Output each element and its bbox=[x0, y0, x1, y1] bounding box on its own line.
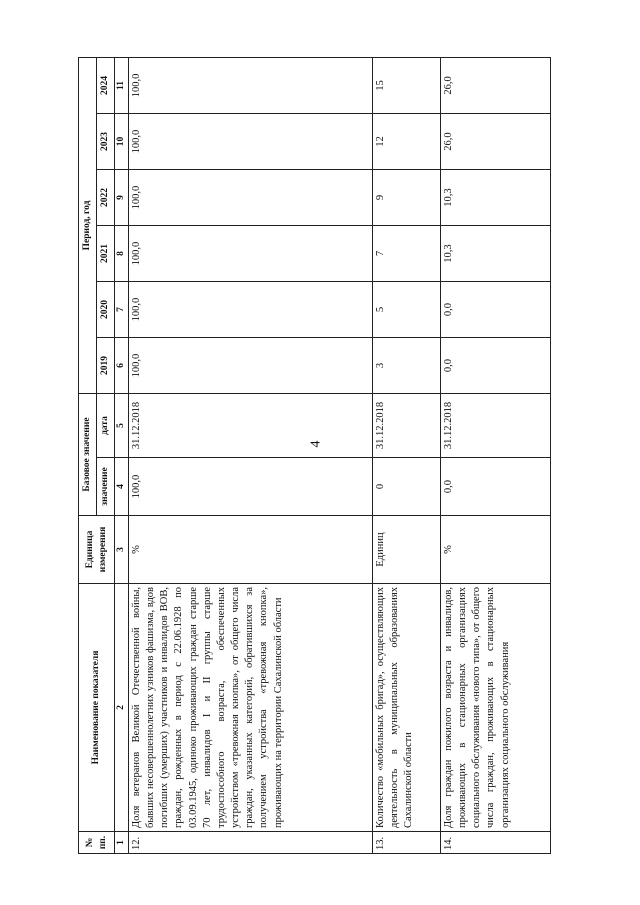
header-period: Период, год bbox=[79, 57, 97, 393]
year-value-cell: 100,0 bbox=[128, 57, 372, 113]
unit-cell: % bbox=[440, 516, 550, 584]
year-value-cell: 15 bbox=[372, 57, 440, 113]
row-number: 13. bbox=[372, 832, 440, 854]
base-value-cell: 0 bbox=[372, 458, 440, 516]
table-row bbox=[128, 57, 372, 853]
year-value-cell: 10,3 bbox=[440, 170, 550, 226]
year-value-cell: 100,0 bbox=[128, 226, 372, 282]
column-number: 9 bbox=[115, 170, 129, 226]
header-base-value: значение bbox=[97, 458, 115, 516]
header-base: Базовое значение bbox=[79, 394, 97, 516]
unit-cell: Единиц bbox=[372, 516, 440, 584]
base-date-cell: 31.12.2018 bbox=[440, 394, 550, 458]
year-value-cell: 100,0 bbox=[128, 114, 372, 170]
year-value-cell: 7 bbox=[372, 226, 440, 282]
year-value-cell: 9 bbox=[372, 170, 440, 226]
row-number: 12. bbox=[128, 832, 372, 854]
base-value-cell: 0,0 bbox=[440, 458, 550, 516]
base-value-cell: 100,0 bbox=[128, 458, 372, 516]
column-number: 4 bbox=[115, 458, 129, 516]
row-number: 14. bbox=[440, 832, 550, 854]
year-value-cell: 12 bbox=[372, 114, 440, 170]
table-row bbox=[372, 57, 440, 853]
column-number: 5 bbox=[115, 394, 129, 458]
header-indicator-name: Наименование показателя bbox=[79, 584, 115, 832]
column-number: 2 bbox=[115, 584, 129, 832]
header-year: 2023 bbox=[97, 114, 115, 170]
header-base-date: дата bbox=[97, 394, 115, 458]
column-number: 1 bbox=[115, 832, 129, 854]
column-number-row bbox=[115, 57, 129, 853]
unit-cell: % bbox=[128, 516, 372, 584]
year-value-cell: 3 bbox=[372, 338, 440, 394]
year-value-cell: 10,3 bbox=[440, 226, 550, 282]
year-value-cell: 26,0 bbox=[440, 57, 550, 113]
page-number: 4 bbox=[308, 440, 324, 448]
column-number: 6 bbox=[115, 338, 129, 394]
indicator-name: Доля ветеранов Великой Отечественной войны, бывших несовершеннолетних узников фашизма, вдов погибших (умерших) участников и инвалидов ВОВ, граждан, рожденных в период с 22.06.1928 по 03.09.1945, одиноко проживающих граждан старше 70 лет, инвалидов I и II группы старше трудоспособного возраста, обеспеченных устройством «тревожная кнопка», от общего числа граждан, указанных категорий, обратившихся за получением устройства «тревожная кнопка», проживающих на территории Сахалинской области bbox=[128, 584, 372, 832]
table-row bbox=[440, 57, 550, 853]
indicator-table bbox=[78, 57, 551, 854]
header-unit: Единица измерения bbox=[79, 516, 115, 584]
indicator-name: Количество «мобильных бригад», осуществляющих деятельность в муниципальных образованиях Сахалинской области bbox=[372, 584, 440, 832]
column-number: 7 bbox=[115, 282, 129, 338]
year-value-cell: 0,0 bbox=[440, 282, 550, 338]
header-year: 2024 bbox=[97, 57, 115, 113]
base-date-cell: 31.12.2018 bbox=[128, 394, 372, 458]
header-year: 2020 bbox=[97, 282, 115, 338]
year-value-cell: 100,0 bbox=[128, 338, 372, 394]
year-value-cell: 26,0 bbox=[440, 114, 550, 170]
column-number: 3 bbox=[115, 516, 129, 584]
indicator-name: Доля граждан пожилого возраста и инвалидов, проживающих в стационарных организациях социального обслуживания «нового типа», от общего числа граждан, проживающих в стационарных организациях социального обслуживания bbox=[440, 584, 550, 832]
column-number: 10 bbox=[115, 114, 129, 170]
year-value-cell: 5 bbox=[372, 282, 440, 338]
header-year: 2019 bbox=[97, 338, 115, 394]
base-date-cell: 31.12.2018 bbox=[372, 394, 440, 458]
year-value-cell: 100,0 bbox=[128, 170, 372, 226]
year-value-cell: 0,0 bbox=[440, 338, 550, 394]
header-year: 2022 bbox=[97, 170, 115, 226]
header-number: № пп. bbox=[79, 832, 115, 854]
column-number: 8 bbox=[115, 226, 129, 282]
year-value-cell: 100,0 bbox=[128, 282, 372, 338]
rotated-table-container bbox=[78, 58, 586, 854]
header-year: 2021 bbox=[97, 226, 115, 282]
column-number: 11 bbox=[115, 57, 129, 113]
